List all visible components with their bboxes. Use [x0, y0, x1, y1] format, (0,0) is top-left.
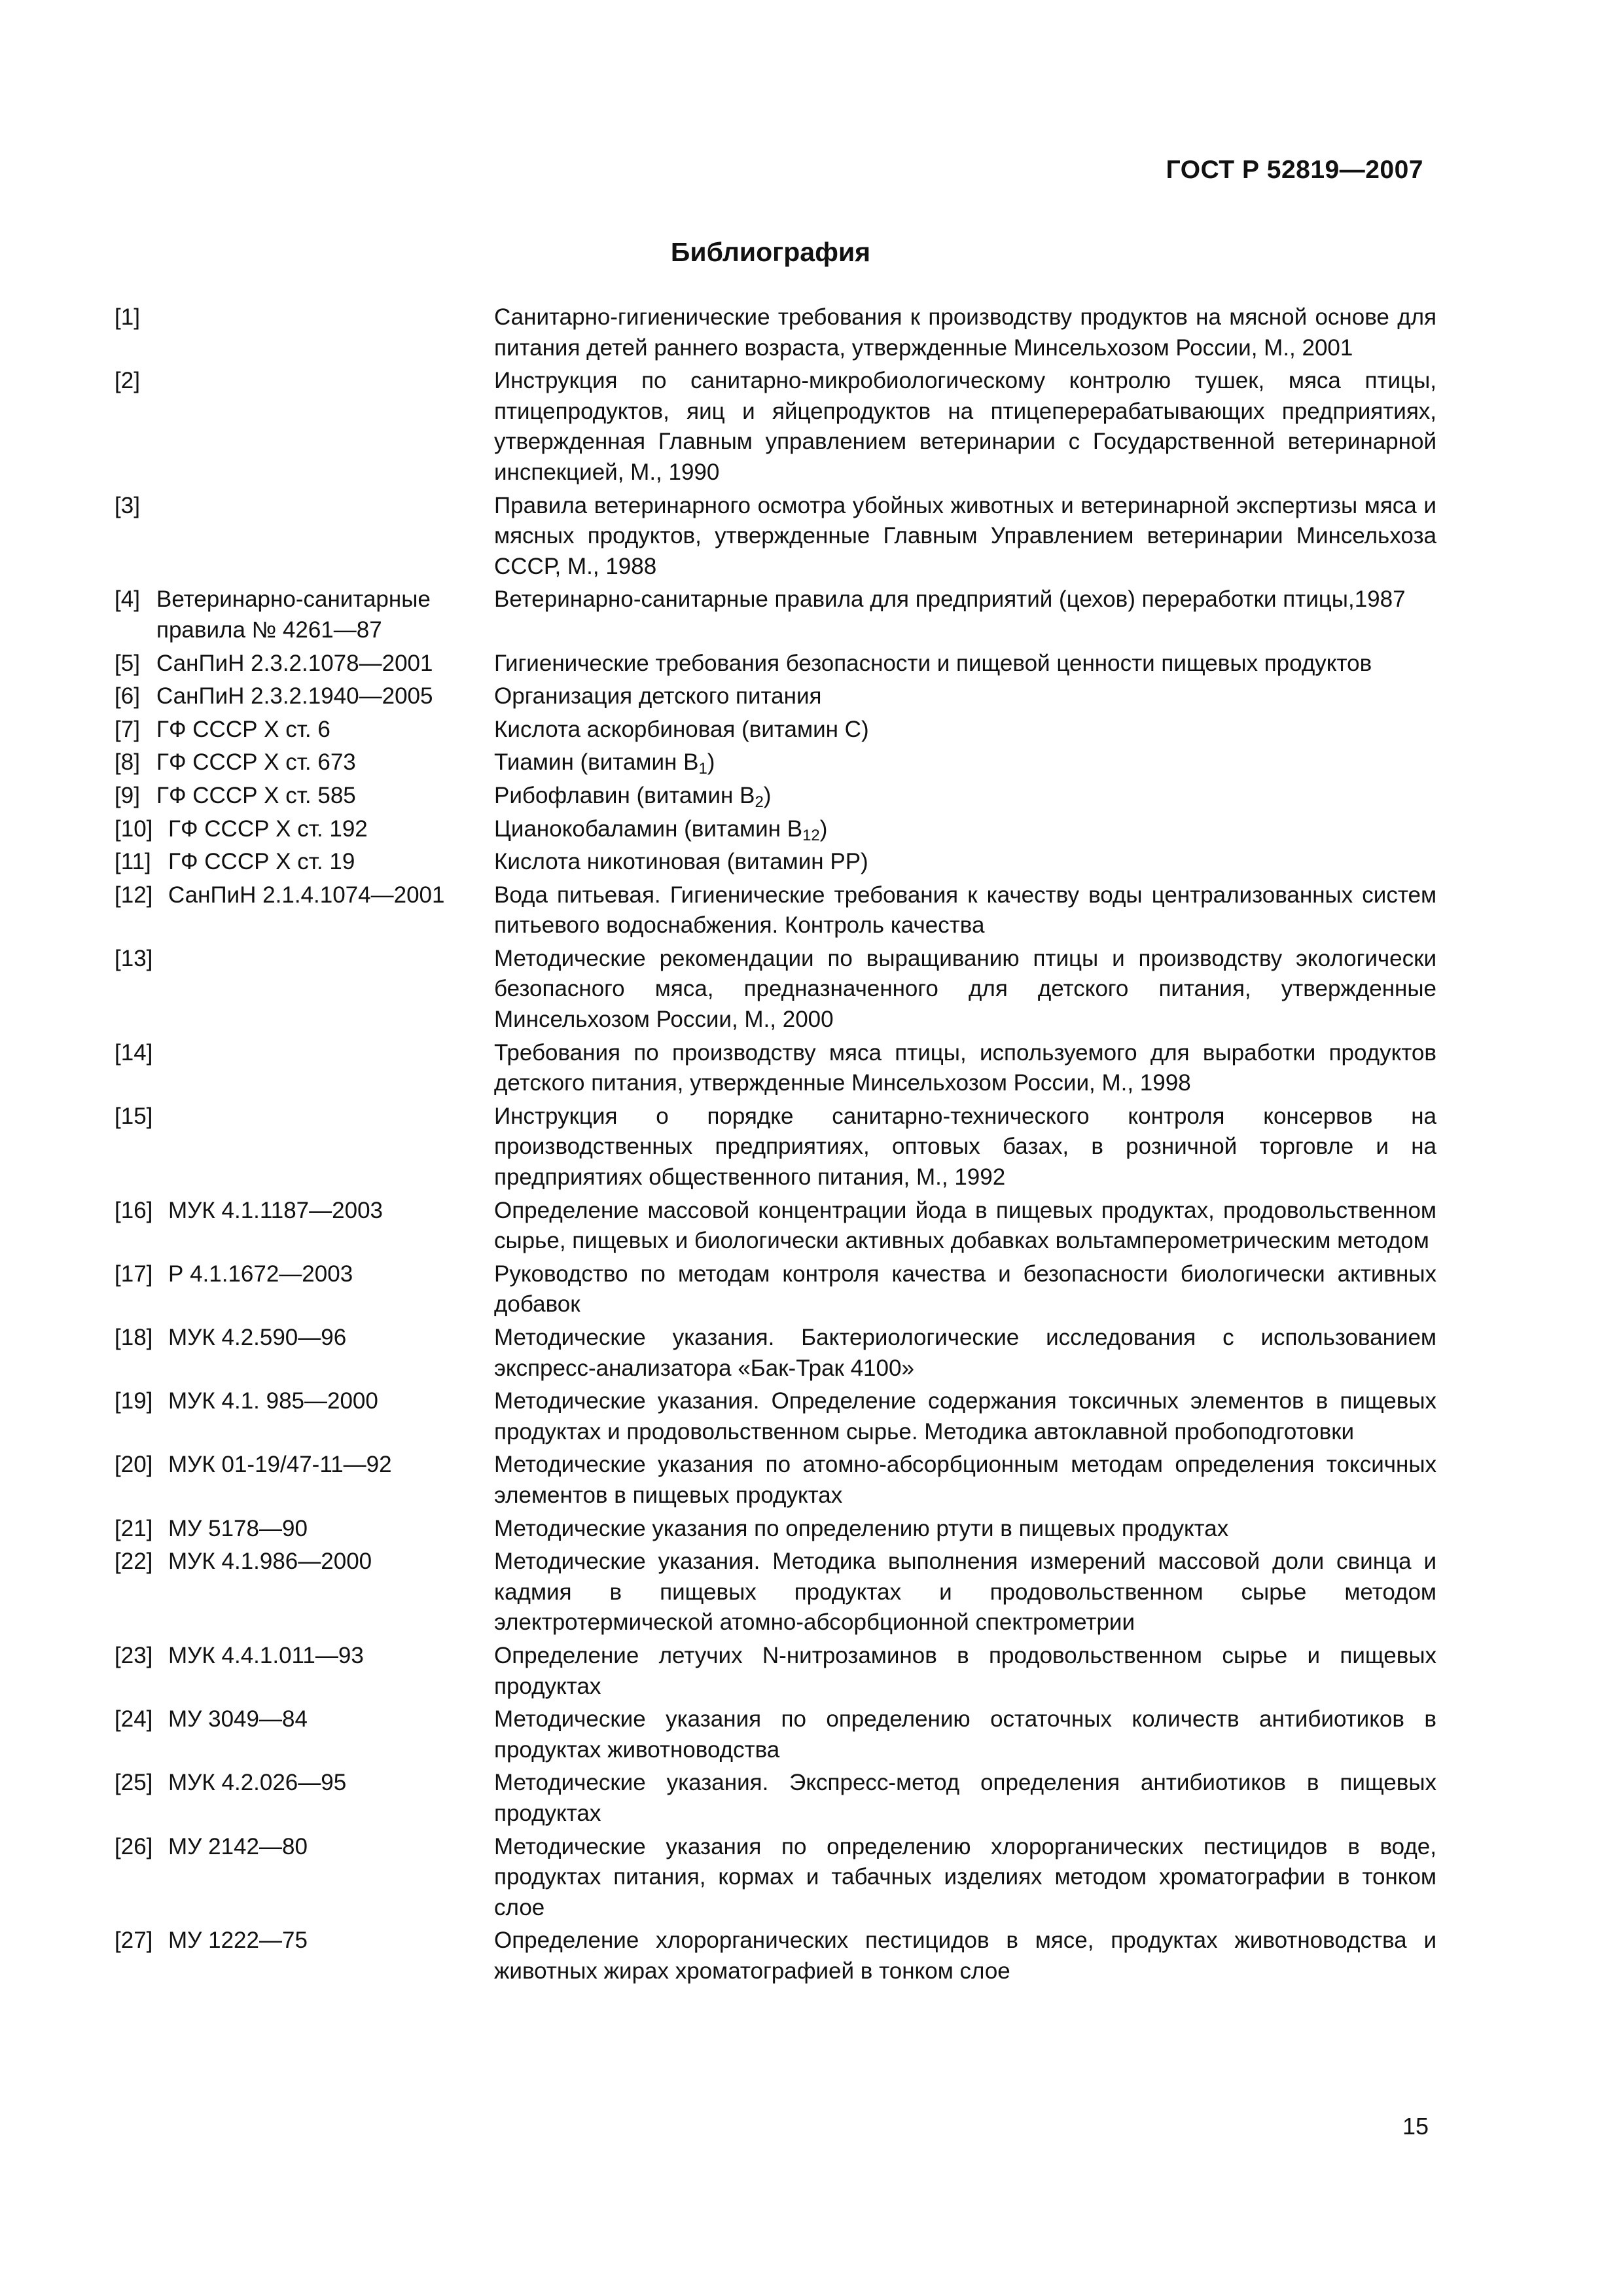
entry-description-text: Методические указания по определению хлорорганических пестицидов в воде, продуктах питания, кормах и табачных изделиях методом хроматографии в тонком слое — [494, 1833, 1436, 1920]
entry-number: [26] — [115, 1833, 153, 1859]
entry-description-text: Санитарно-гигиенические требования к производству продуктов на мясной основе для питания детей раннего возраста, утвержденные Минсельхозом России, М., 2001 — [494, 304, 1436, 361]
entry-reference — [115, 649, 494, 679]
entry-number: [9] — [115, 782, 140, 808]
entry-reference — [115, 1641, 494, 1702]
bibliography-entry — [115, 747, 1446, 778]
entry-description — [494, 747, 1436, 778]
entry-description — [494, 1038, 1436, 1099]
entry-description-text: Вода питьевая. Гигиенические требования к качеству воды централизованных систем питьевого водоснабжения. Контроль качества — [494, 882, 1436, 939]
entry-number: [4] — [115, 586, 140, 613]
entry-description — [494, 944, 1436, 1035]
entry-number: [15] — [115, 1103, 153, 1129]
entry-description-text: Инструкция по санитарно-микробиологическому контролю тушек, мяса птицы, птицепродуктов, яиц и яйцепродуктов на птицеперерабатывающих предприятиях, утвержденная Главным управлением ветеринарии с Государственной ветеринарной инспекцией, М., 1990 — [494, 368, 1436, 485]
entry-reference — [115, 1259, 494, 1320]
entry-description-text: Цианокобаламин (витамин В — [494, 816, 803, 842]
entry-reference — [115, 584, 494, 645]
entry-number: [3] — [115, 492, 140, 518]
entry-description — [494, 847, 1436, 878]
entry-reference — [115, 302, 494, 363]
entry-source: ГФ СССР X ст. 585 — [156, 782, 356, 808]
entry-description — [494, 1196, 1436, 1257]
entry-description — [494, 715, 1436, 745]
entry-description-text: Тиамин (витамин В — [494, 749, 699, 776]
bibliography-entry — [115, 715, 1446, 745]
bibliography-entry — [115, 1926, 1446, 1986]
entry-description-text: Определение хлорорганических пестицидов в мясе, продуктах животноводства и животных жирах хроматографией в тонком слое — [494, 1928, 1436, 1984]
bibliography-entry — [115, 814, 1446, 845]
entry-reference — [115, 1038, 494, 1099]
entry-description — [494, 649, 1436, 679]
bibliography-entry — [115, 1514, 1446, 1545]
entry-reference — [115, 1704, 494, 1765]
entry-source: ГФ СССР X ст. 673 — [156, 749, 356, 776]
bibliography-entry — [115, 1259, 1446, 1320]
entry-source: Ветеринарно-санитарные правила № 4261—87 — [156, 586, 431, 643]
entry-reference — [115, 1450, 494, 1511]
entry-reference — [115, 781, 494, 812]
bibliography-entry — [115, 1641, 1446, 1702]
entry-description-text: Кислота аскорбиновая (витамин С) — [494, 716, 869, 742]
entry-number: [18] — [115, 1325, 153, 1350]
entry-reference — [115, 880, 494, 941]
entry-reference — [115, 1547, 494, 1638]
entry-source: Р 4.1.1672—2003 — [168, 1261, 353, 1287]
entry-number: [22] — [115, 1549, 153, 1575]
vitamin-subscript: 2 — [755, 793, 764, 811]
entry-number: [21] — [115, 1515, 153, 1541]
entry-description-text: Определение массовой концентрации йода в пищевых продуктах, продовольственном сырье, пищевых и биологически активных добавках вольтамперометрическим методом — [494, 1197, 1436, 1254]
entry-description — [494, 1323, 1436, 1384]
entry-source: МУК 4.1.1187—2003 — [168, 1197, 383, 1223]
bibliography-entry — [115, 1704, 1446, 1765]
entry-reference — [115, 1323, 494, 1384]
entry-description — [494, 1832, 1436, 1924]
entry-description — [494, 681, 1436, 712]
bibliography-entry — [115, 1323, 1446, 1384]
entry-description — [494, 880, 1436, 941]
entry-description-text: Кислота никотиновая (витамин РР) — [494, 849, 868, 875]
entry-source: МУ 5178—90 — [168, 1515, 308, 1541]
entry-description — [494, 1450, 1436, 1511]
entry-reference — [115, 681, 494, 712]
page-number: 15 — [1402, 2113, 1429, 2140]
bibliography-entry — [115, 584, 1446, 645]
entry-description — [494, 1514, 1436, 1545]
entry-reference — [115, 1768, 494, 1829]
bibliography-list — [115, 302, 1446, 1989]
entry-reference — [115, 747, 494, 778]
entry-description-text: Методические рекомендации по выращиванию птицы и производству экологически безопасного мяса, предназначенного для детского питания, утвержденные Минсельхозом России, М., 2000 — [494, 945, 1436, 1033]
entry-number: [1] — [115, 304, 140, 330]
entry-reference — [115, 814, 494, 845]
bibliography-entry — [115, 1386, 1446, 1447]
bibliography-entry — [115, 1450, 1446, 1511]
entry-description-text: Инструкция о порядке санитарно-технического контроля консервов на производственных предприятиях, оптовых базах, в розничной торговле и на предприятиях общественного питания, М., 1992 — [494, 1103, 1436, 1191]
entry-source: МУК 4.1.986—2000 — [168, 1549, 372, 1575]
entry-source — [168, 944, 494, 1035]
entry-description-text: Организация детского питания — [494, 683, 822, 709]
entry-source: СанПиН 2.3.2.1940—2005 — [156, 683, 433, 709]
entry-number: [5] — [115, 650, 140, 676]
entry-number: [8] — [115, 749, 140, 776]
bibliography-entry — [115, 944, 1446, 1035]
entry-source: СанПиН 2.1.4.1074—2001 — [168, 882, 445, 908]
entry-description-text: Методические указания по определению ртути в пищевых продуктах — [494, 1515, 1229, 1541]
entry-reference — [115, 491, 494, 583]
entry-source: МУК 4.4.1.011—93 — [168, 1642, 364, 1668]
entry-description — [494, 1768, 1436, 1829]
entry-description-text: Методические указания по атомно-абсорбционным методам определения токсичных элементов в пищевых продуктах — [494, 1452, 1436, 1508]
entry-description — [494, 302, 1436, 363]
entry-source: ГФ СССР X ст. 19 — [168, 849, 355, 875]
entry-source: МУ 2142—80 — [168, 1833, 308, 1859]
vitamin-subscript: 1 — [698, 760, 707, 778]
bibliography-entry — [115, 1196, 1446, 1257]
entry-reference — [115, 1926, 494, 1986]
entry-description — [494, 1259, 1436, 1320]
entry-source: МУК 4.1. 985—2000 — [168, 1388, 378, 1414]
entry-source: ГФ СССР X ст. 6 — [156, 716, 330, 742]
entry-description-suffix: ) — [819, 816, 828, 842]
entry-number: [6] — [115, 683, 140, 709]
bibliography-entry — [115, 302, 1446, 363]
entry-description — [494, 1547, 1436, 1638]
bibliography-entry — [115, 366, 1446, 488]
entry-source: ГФ СССР X ст. 192 — [168, 816, 368, 842]
bibliography-entry — [115, 781, 1446, 812]
bibliography-entry — [115, 1038, 1446, 1099]
entry-number: [2] — [115, 368, 140, 394]
entry-number: [10] — [115, 816, 153, 842]
entry-source — [168, 1038, 494, 1099]
bibliography-entry — [115, 1547, 1446, 1638]
entry-source: МУК 01-19/47-11—92 — [168, 1452, 392, 1478]
entry-description-text: Гигиенические требования безопасности и пищевой ценности пищевых продуктов — [494, 650, 1372, 676]
vitamin-subscript: 12 — [802, 826, 820, 844]
entry-reference — [115, 1196, 494, 1257]
entry-description — [494, 1386, 1436, 1447]
entry-description-text: Определение летучих N-нитрозаминов в продовольственном сырье и пищевых продуктах — [494, 1642, 1436, 1699]
entry-reference — [115, 847, 494, 878]
entry-description — [494, 1926, 1436, 1986]
entry-source: МУ 3049—84 — [168, 1706, 308, 1732]
entry-description-text: Ветеринарно-санитарные правила для предприятий (цехов) переработки птицы,1987 — [494, 586, 1406, 613]
entry-source — [168, 1102, 494, 1193]
entry-number: [14] — [115, 1039, 153, 1066]
entry-reference — [115, 1386, 494, 1447]
entry-source: МУК 4.2.026—95 — [168, 1770, 347, 1796]
entry-number: [20] — [115, 1452, 153, 1478]
entry-reference — [115, 1514, 494, 1545]
entry-description — [494, 491, 1436, 583]
standard-code: ГОСТ Р 52819—2007 — [1166, 156, 1423, 184]
entry-description — [494, 584, 1436, 645]
entry-reference — [115, 715, 494, 745]
bibliography-entry — [115, 847, 1446, 878]
entry-number: [27] — [115, 1928, 153, 1954]
entry-description-suffix: ) — [763, 782, 772, 808]
bibliography-entry — [115, 681, 1446, 712]
entry-reference — [115, 1102, 494, 1193]
entry-reference — [115, 944, 494, 1035]
entry-number: [16] — [115, 1197, 153, 1223]
bibliography-entry — [115, 1832, 1446, 1924]
entry-description — [494, 814, 1436, 845]
entry-number: [13] — [115, 945, 153, 971]
entry-reference — [115, 1832, 494, 1924]
entry-description — [494, 781, 1436, 812]
entry-number: [11] — [115, 849, 151, 875]
entry-description-text: Рибофлавин (витамин В — [494, 782, 755, 808]
entry-description — [494, 366, 1436, 488]
bibliography-entry — [115, 491, 1446, 583]
bibliography-entry — [115, 649, 1446, 679]
entry-source: МУК 4.2.590—96 — [168, 1325, 347, 1350]
bibliography-entry — [115, 1768, 1446, 1829]
entry-description-text: Методические указания. Методика выполнения измерений массовой доли свинца и кадмия в пищевых продуктах и продовольственном сырье методом электротермической атомно-абсорбционной спектрометрии — [494, 1549, 1436, 1636]
entry-description — [494, 1704, 1436, 1765]
entry-number: [7] — [115, 716, 140, 742]
entry-number: [17] — [115, 1261, 153, 1287]
entry-source — [156, 366, 494, 488]
entry-reference — [115, 366, 494, 488]
entry-description-text: Методические указания. Бактериологические исследования с использованием экспресс-анализатора «Бак-Трак 4100» — [494, 1325, 1436, 1381]
entry-description-text: Правила ветеринарного осмотра убойных животных и ветеринарной экспертизы мяса и мясных продуктов, утвержденные Главным Управлением ветеринарии Минсельхоза СССР, М., 1988 — [494, 492, 1436, 579]
entry-number: [24] — [115, 1706, 153, 1732]
entry-description-suffix: ) — [707, 749, 715, 776]
entry-source: СанПиН 2.3.2.1078—2001 — [156, 650, 433, 676]
entry-source — [156, 302, 494, 363]
entry-source — [156, 491, 494, 583]
page-title: Библиография — [670, 237, 871, 267]
bibliography-entry — [115, 1102, 1446, 1193]
entry-number: [25] — [115, 1770, 153, 1796]
entry-description-text: Методические указания. Определение содержания токсичных элементов в пищевых продуктах и продовольственном сырье. Методика автоклавной пробоподготовки — [494, 1388, 1436, 1444]
entry-number: [12] — [115, 882, 153, 908]
bibliography-entry — [115, 880, 1446, 941]
entry-source: МУ 1222—75 — [168, 1928, 308, 1954]
entry-number: [19] — [115, 1388, 153, 1414]
entry-description-text: Требования по производству мяса птицы, используемого для выработки продуктов детского питания, утвержденные Минсельхозом России, М., 1998 — [494, 1039, 1436, 1096]
entry-description-text: Методические указания по определению остаточных количеств антибиотиков в продуктах животноводства — [494, 1706, 1436, 1763]
entry-description — [494, 1102, 1436, 1193]
entry-description — [494, 1641, 1436, 1702]
entry-description-text: Руководство по методам контроля качества и безопасности биологически активных добавок — [494, 1261, 1436, 1318]
entry-description-text: Методические указания. Экспресс-метод определения антибиотиков в пищевых продуктах — [494, 1770, 1436, 1826]
entry-number: [23] — [115, 1642, 153, 1668]
